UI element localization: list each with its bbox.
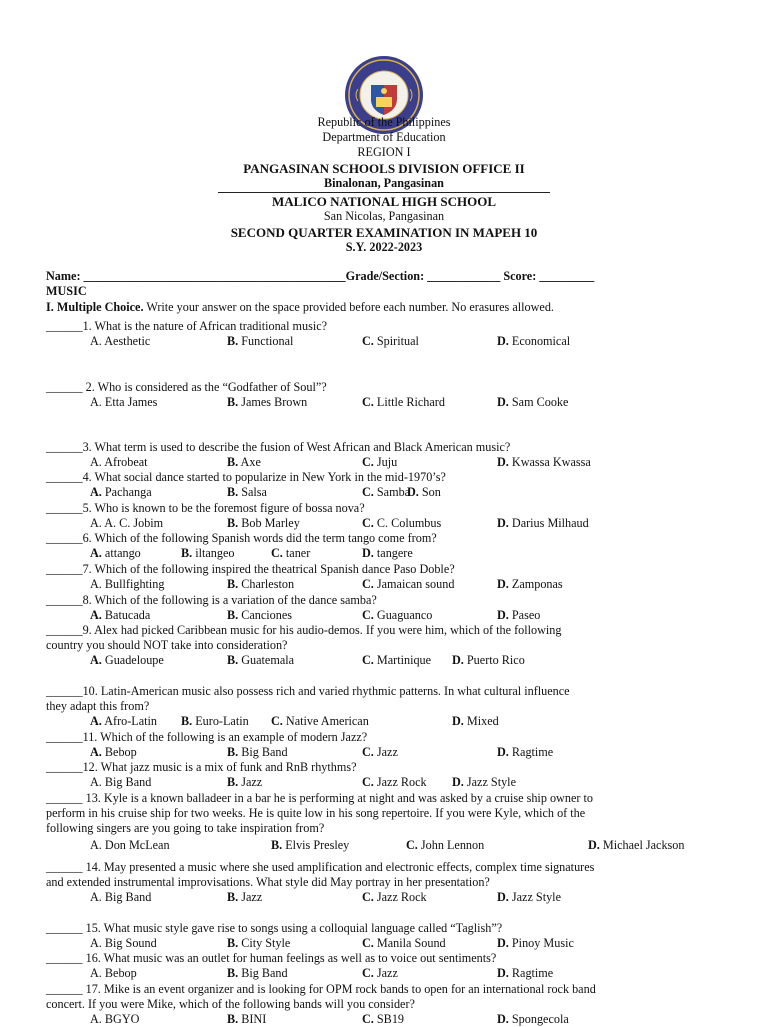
question-11-line-1: ______11. Which of the following is an example of modern Jazz? (46, 730, 368, 744)
question-6-option-c (271, 546, 310, 561)
option-letter: C. (362, 608, 374, 622)
option-text: Big Band (238, 745, 288, 759)
question-13-line-3: following singers are you going to take inspiration from? (46, 821, 325, 835)
option-letter: B. (227, 890, 239, 904)
section-title: MUSIC (46, 284, 87, 298)
option-letter: D. (497, 608, 509, 622)
option-letter: C. (362, 395, 374, 409)
option-letter: A. (90, 395, 102, 409)
option-letter: C. (362, 966, 374, 980)
option-letter: B. (227, 516, 239, 530)
question-17-option-c (362, 1012, 404, 1027)
option-text: Axe (238, 455, 261, 469)
question-2-line-1: ______ 2. Who is considered as the “Godfather of Soul”? (46, 380, 327, 394)
option-text: Guaguanco (373, 608, 433, 622)
question-12-option-b (227, 775, 262, 790)
school-name: MALICO NATIONAL HIGH SCHOOL (271, 194, 497, 209)
option-letter: C. (406, 838, 418, 852)
instruction (46, 300, 554, 315)
option-text: Bebop (101, 745, 137, 759)
option-letter: B. (227, 1012, 239, 1026)
question-5-option-b (227, 516, 300, 531)
option-text: Jazz Style (508, 890, 561, 904)
question-9-option-c (362, 653, 431, 668)
option-text: Puerto Rico (463, 653, 525, 667)
option-letter: C. (362, 653, 374, 667)
option-text: Big Band (101, 775, 152, 789)
option-text: John Lennon (417, 838, 485, 852)
option-text: tangere (373, 546, 413, 560)
option-letter: D. (497, 455, 509, 469)
question-11-option-a (90, 745, 137, 760)
option-text: Don McLean (101, 838, 170, 852)
question-6-option-b (181, 546, 235, 561)
question-14-option-b (227, 890, 262, 905)
question-6-option-d (362, 546, 413, 561)
option-letter: A. (90, 966, 102, 980)
instruction-text: Write your answer on the space provided before each number. No erasures allowed. (143, 300, 554, 314)
option-text: Big Band (101, 890, 152, 904)
option-letter: A. (90, 485, 102, 499)
option-letter: A. (90, 608, 102, 622)
question-13-option-d (588, 838, 684, 853)
option-letter: D. (497, 516, 509, 530)
question-4-line-1: ______4. What social dance started to popularize in New York in the mid-1970’s? (46, 470, 446, 484)
option-letter: B. (227, 395, 239, 409)
question-8-line-1: ______8. Which of the following is a variation of the dance samba? (46, 593, 377, 607)
option-letter: D. (497, 890, 509, 904)
question-11-option-c (362, 745, 398, 760)
option-text: Afro-Latin (101, 714, 158, 728)
option-letter: B. (227, 966, 239, 980)
question-13-line-2: perform in his cruise ship for two weeks. He is quite low in his song repertoire. If you were Kyle, which of the (46, 806, 586, 820)
question-15-option-c (362, 936, 446, 951)
question-17-option-d (497, 1012, 569, 1027)
option-letter: B. (227, 455, 239, 469)
question-15-option-b (227, 936, 290, 951)
question-4-option-c (362, 485, 410, 500)
question-1-option-a (90, 334, 150, 349)
question-17-line-2: concert. If you were Mike, which of the following bands will you consider? (46, 997, 415, 1011)
option-text: Jazz (238, 775, 263, 789)
option-letter: B. (181, 546, 193, 560)
option-letter: D. (497, 1012, 509, 1026)
option-text: City Style (238, 936, 291, 950)
option-letter: C. (362, 455, 374, 469)
option-letter: B. (227, 745, 239, 759)
exam-title: SECOND QUARTER EXAMINATION IN MAPEH 10 (230, 225, 538, 240)
question-14-option-a (90, 890, 151, 905)
option-text: Jazz Rock (373, 890, 427, 904)
question-6-option-a (90, 546, 141, 561)
question-10-option-a (90, 714, 157, 729)
option-text: Canciones (238, 608, 293, 622)
option-letter: D. (452, 775, 464, 789)
option-letter: A. (90, 455, 102, 469)
option-text: Batucada (101, 608, 151, 622)
question-4-option-b (227, 485, 267, 500)
question-15-option-a (90, 936, 157, 951)
option-text: Michael Jackson (599, 838, 685, 852)
option-text: BINI (238, 1012, 267, 1026)
option-text: Paseo (508, 608, 541, 622)
question-14-option-c (362, 890, 427, 905)
question-3-option-b (227, 455, 261, 470)
department-line: Department of Education (322, 130, 446, 144)
question-17-line-1: ______ 17. Mike is an event organizer and is looking for OPM rock bands to open for an international rock band (46, 982, 596, 996)
option-letter: A. (90, 516, 102, 530)
option-text: Charleston (238, 577, 295, 591)
option-text: attango (101, 546, 141, 560)
question-7-option-c (362, 577, 454, 592)
option-letter: D. (362, 546, 374, 560)
question-2-option-d (497, 395, 568, 410)
division-location: Binalonan, Pangasinan (324, 176, 444, 190)
question-7-option-a (90, 577, 165, 592)
question-3-option-a (90, 455, 148, 470)
option-text: Salsa (238, 485, 267, 499)
question-2-option-c (362, 395, 445, 410)
republic-line: Republic of the Philippines (317, 115, 451, 129)
option-letter: D. (452, 653, 464, 667)
question-8-option-b (227, 608, 292, 623)
option-letter: C. (362, 890, 374, 904)
option-text: Manila Sound (373, 936, 446, 950)
option-text: Afrobeat (101, 455, 148, 469)
option-text: Economical (508, 334, 571, 348)
question-14-line-1: ______ 14. May presented a music where she used amplification and electronic effects, complex time signatures (46, 860, 595, 874)
option-letter: B. (271, 838, 283, 852)
option-text: Mixed (463, 714, 499, 728)
question-17-option-a (90, 1012, 139, 1027)
option-text: Native American (282, 714, 369, 728)
option-letter: B. (227, 936, 239, 950)
option-letter: A. (90, 838, 102, 852)
option-text: Etta James (101, 395, 158, 409)
option-letter: B. (227, 775, 239, 789)
question-12-option-d (452, 775, 516, 790)
option-letter: A. (90, 775, 102, 789)
question-7-option-d (497, 577, 563, 592)
option-letter: C. (362, 334, 374, 348)
question-10-option-d (452, 714, 499, 729)
option-letter: D. (497, 395, 509, 409)
option-text: Elvis Presley (282, 838, 350, 852)
question-17-option-b (227, 1012, 266, 1027)
question-14-line-2: and extended instrumental improvisations. What style did May portray in her presentation? (46, 875, 490, 889)
question-11-option-d (497, 745, 553, 760)
option-text: Kwassa Kwassa (508, 455, 591, 469)
question-16-option-b (227, 966, 288, 981)
option-text: Euro-Latin (192, 714, 249, 728)
option-text: Bebop (101, 966, 137, 980)
option-text: Ragtime (508, 745, 554, 759)
question-8-option-a (90, 608, 150, 623)
question-16-option-c (362, 966, 398, 981)
option-text: taner (282, 546, 311, 560)
question-11-option-b (227, 745, 288, 760)
option-text: Jazz (238, 890, 263, 904)
question-10-option-c (271, 714, 369, 729)
option-letter: A. (90, 936, 102, 950)
instruction-label: I. Multiple Choice. (46, 300, 144, 314)
question-10-option-b (181, 714, 249, 729)
option-letter: C. (271, 546, 283, 560)
option-letter: C. (271, 714, 283, 728)
option-text: James Brown (238, 395, 308, 409)
option-letter: B. (181, 714, 193, 728)
option-letter: C. (362, 485, 374, 499)
option-letter: A. (90, 546, 102, 560)
question-16-line-1: ______ 16. What music was an outlet for human feelings as well as to voice out sentiments? (46, 951, 497, 965)
option-text: Darius Milhaud (508, 516, 589, 530)
option-letter: D. (452, 714, 464, 728)
option-text: Son (418, 485, 441, 499)
question-12-option-a (90, 775, 151, 790)
question-9-option-d (452, 653, 525, 668)
option-text: iltangeo (192, 546, 235, 560)
option-letter: B. (227, 577, 239, 591)
division-line: PANGASINAN SCHOOLS DIVISION OFFICE II (243, 161, 525, 176)
option-letter: C. (362, 577, 374, 591)
question-13-option-c (406, 838, 484, 853)
option-text: Samba (373, 485, 411, 499)
option-text: Martinique (373, 653, 432, 667)
option-letter: B. (227, 653, 239, 667)
option-letter: C. (362, 936, 374, 950)
question-4-option-a (90, 485, 152, 500)
question-4-option-d (407, 485, 441, 500)
option-letter: A. (90, 577, 102, 591)
option-text: Functional (238, 334, 294, 348)
question-9-line-1: ______9. Alex had picked Caribbean music for his audio-demos. If you were him, which of the following (46, 623, 562, 637)
question-15-option-d (497, 936, 574, 951)
question-13-option-a (90, 838, 170, 853)
question-12-option-c (362, 775, 427, 790)
option-text: A. C. Jobim (101, 516, 164, 530)
question-5-option-d (497, 516, 589, 531)
option-text: Bullfighting (101, 577, 165, 591)
option-text: Zamponas (508, 577, 563, 591)
question-1-option-d (497, 334, 570, 349)
question-5-option-a (90, 516, 163, 531)
option-letter: A. (90, 890, 102, 904)
question-2-option-b (227, 395, 307, 410)
question-5-line-1: ______5. Who is known to be the foremost figure of bossa nova? (46, 501, 365, 515)
question-9-option-b (227, 653, 294, 668)
option-letter: B. (227, 485, 239, 499)
question-1-option-b (227, 334, 293, 349)
question-3-line-1: ______3. What term is used to describe the fusion of West African and Black American music? (46, 440, 511, 454)
option-text: Pinoy Music (508, 936, 574, 950)
option-letter: C. (362, 775, 374, 789)
option-letter: C. (362, 745, 374, 759)
name-grade-score-line[interactable]: Name: ___________________________________________Grade/Section: ____________ Score: _________ (46, 269, 595, 283)
option-text: Jazz (373, 745, 398, 759)
question-1-option-c (362, 334, 419, 349)
question-15-line-1: ______ 15. What music style gave rise to songs using a colloquial language called “Taglish”? (46, 921, 503, 935)
option-text: Spiritual (373, 334, 419, 348)
question-13-option-b (271, 838, 349, 853)
school-year: S.Y. 2022-2023 (345, 240, 423, 254)
option-letter: C. (362, 1012, 374, 1026)
option-text: Ragtime (508, 966, 554, 980)
option-letter: A. (90, 334, 102, 348)
option-text: Juju (373, 455, 398, 469)
option-text: SB19 (373, 1012, 405, 1026)
question-9-line-2: country you should NOT take into consideration? (46, 638, 288, 652)
option-letter: D. (497, 334, 509, 348)
question-7-line-1: ______7. Which of the following inspired the theatrical Spanish dance Paso Doble? (46, 562, 455, 576)
option-letter: A. (90, 745, 102, 759)
option-text: Spongecola (508, 1012, 569, 1026)
option-letter: D. (497, 936, 509, 950)
option-text: Aesthetic (101, 334, 151, 348)
question-3-option-c (362, 455, 397, 470)
option-letter: D. (497, 577, 509, 591)
option-text: Guatemala (238, 653, 295, 667)
option-text: Pachanga (101, 485, 152, 499)
question-7-option-b (227, 577, 294, 592)
question-8-option-d (497, 608, 540, 623)
option-text: C. Columbus (373, 516, 442, 530)
option-text: Jazz Rock (373, 775, 427, 789)
header-divider (218, 192, 550, 193)
region-line: REGION I (357, 145, 411, 159)
option-text: Little Richard (373, 395, 445, 409)
question-9-option-a (90, 653, 164, 668)
question-5-option-c (362, 516, 441, 531)
school-location: San Nicolas, Pangasinan (323, 209, 445, 223)
option-letter: B. (227, 608, 239, 622)
question-10-line-1: ______10. Latin-American music also possess rich and varied rhythmic patterns. In what cultural influence (46, 684, 570, 698)
option-letter: D. (497, 745, 509, 759)
option-letter: A. (90, 714, 102, 728)
question-13-line-1: ______ 13. Kyle is a known balladeer in a bar he is performing at night and was asked by a cruise ship owner to (46, 791, 593, 805)
question-8-option-c (362, 608, 432, 623)
option-text: Bob Marley (238, 516, 300, 530)
option-text: Big Band (238, 966, 288, 980)
option-text: Jamaican sound (373, 577, 455, 591)
question-6-line-1: ______6. Which of the following Spanish words did the term tango come from? (46, 531, 437, 545)
question-12-line-1: ______12. What jazz music is a mix of funk and RnB rhythms? (46, 760, 357, 774)
option-letter: C. (362, 516, 374, 530)
question-2-option-a (90, 395, 157, 410)
question-3-option-d (497, 455, 591, 470)
option-text: Big Sound (101, 936, 157, 950)
question-16-option-d (497, 966, 553, 981)
option-letter: A. (90, 1012, 102, 1026)
option-letter: D. (407, 485, 419, 499)
question-1-line-1: ______1. What is the nature of African traditional music? (46, 319, 328, 333)
option-letter: D. (588, 838, 600, 852)
option-letter: D. (497, 966, 509, 980)
question-14-option-d (497, 890, 561, 905)
option-letter: A. (90, 653, 102, 667)
option-text: Sam Cooke (508, 395, 569, 409)
option-text: BGYO (101, 1012, 140, 1026)
question-10-line-2: they adapt this from? (46, 699, 150, 713)
question-16-option-a (90, 966, 137, 981)
option-text: Guadeloupe (101, 653, 164, 667)
option-text: Jazz (373, 966, 398, 980)
option-text: Jazz Style (463, 775, 516, 789)
option-letter: B. (227, 334, 239, 348)
